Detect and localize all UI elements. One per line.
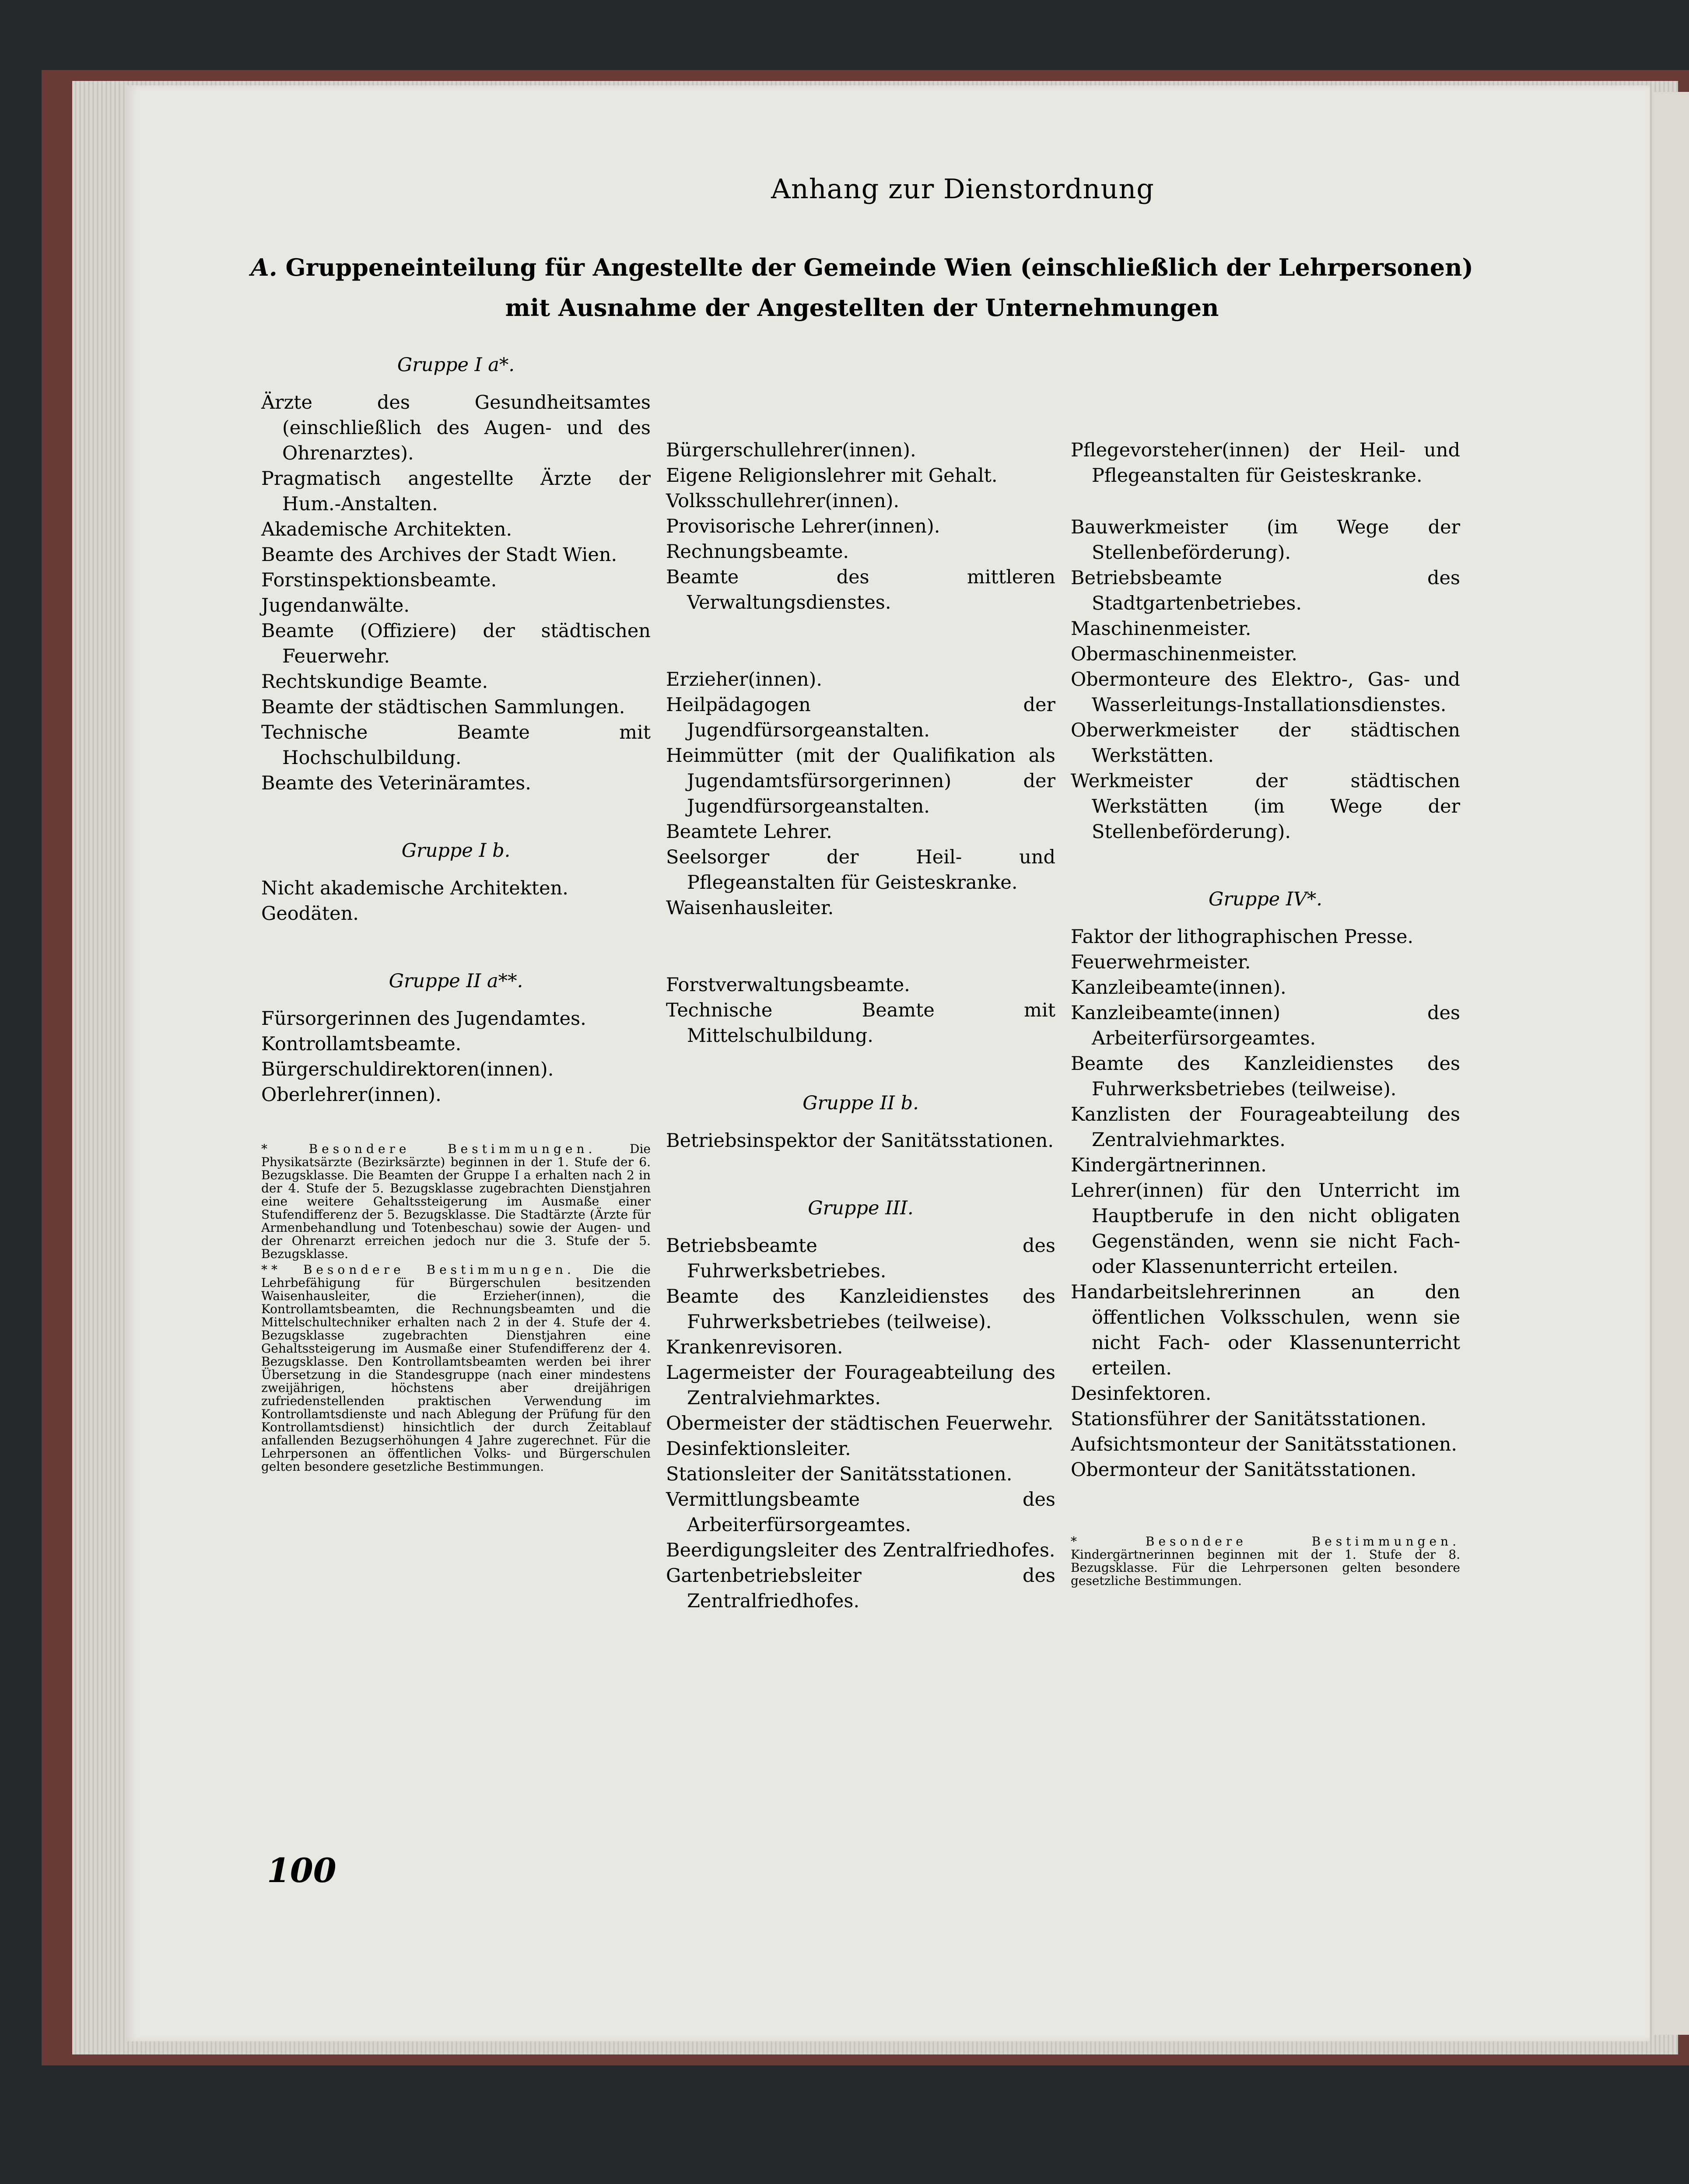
list-item: Geodäten. (261, 903, 359, 925)
list-item: Pragmatisch angestellte Ärzte der Hum.-Anstalten. (261, 468, 651, 515)
group-iv-list (1071, 924, 1460, 1483)
group-ib-title: Gruppe I b. (401, 840, 511, 862)
list-item: Stationsführer der Sanitätsstationen. (1071, 1408, 1426, 1430)
footnote-3-text: Kindergärtnerinnen beginnen mit der 1. Stufe der 8. Bezugsklasse. Für die Lehrpersonen gelten besondere gesetzliche Bestimmungen. (1071, 1547, 1460, 1588)
group-iia-block-3-list (666, 972, 1055, 1048)
group-iii-title: Gruppe III. (808, 1197, 914, 1219)
list-item: Obermonteur der Sanitätsstationen. (1071, 1459, 1417, 1481)
list-item: Oberlehrer(innen). (261, 1084, 442, 1106)
list-item: Stationsleiter der Sanitätsstationen. (666, 1463, 1013, 1485)
section-heading-line1: Gruppeneinteilung für Angestellte der Gemeinde Wien (einschließlich der Lehrpersonen) (285, 253, 1473, 281)
list-item: Vermittlungsbeamte des Arbeiterfürsorgeamtes. (666, 1489, 1055, 1536)
list-item: Bürgerschullehrer(innen). (666, 439, 916, 461)
list-item: Rechtskundige Beamte. (261, 671, 488, 693)
list-item: Desinfektionsleiter. (666, 1438, 851, 1460)
list-item: Oberwerkmeister der städtischen Werkstätten. (1071, 719, 1460, 767)
footnote-1-text: Die Physikatsärzte (Bezirksärzte) beginnen in der 1. Stufe der 6. Bezugsklasse. Die Beamten der Gruppe I a erhalten nach 2 in der 4. Stufe der 5. Bezugsklasse zugebrachten Dienstjahren eine weitere Gehaltssteigerung im Ausmaße einer Stufendifferenz der 5. Bezugsklasse. Die Stadtärzte (Ärzte für Armenbehandlung und Totenbeschau) sowie der Augen- und der Ohrenarzt erreichen jedoch nur die 3. Stufe der 5. Bezugsklasse. (261, 1142, 651, 1261)
column-2 (666, 438, 1055, 1614)
list-item: Beamte des mittleren Verwaltungsdienstes. (666, 566, 1055, 613)
list-item: Betriebsbeamte des Stadtgartenbetriebes. (1071, 567, 1460, 614)
list-item: Obermeister der städtischen Feuerwehr. (666, 1413, 1054, 1434)
list-item: Beamte (Offiziere) der städtischen Feuerwehr. (261, 620, 651, 667)
list-item: Krankenrevisoren. (666, 1336, 843, 1358)
list-item: Obermonteure des Elektro-, Gas- und Wasserleitungs-Installationsdienstes. (1071, 669, 1460, 716)
list-item: Kindergärtnerinnen. (1071, 1154, 1267, 1176)
group-iii-list (666, 1233, 1055, 1614)
list-item: Heimmütter (mit der Qualifikation als Jugendamtsfürsorgerinnen) der Jugendfürsorgeanstalten. (666, 745, 1055, 817)
column-1 (261, 352, 651, 1473)
list-item: Beerdigungsleiter des Zentralfriedhofes. (666, 1539, 1055, 1561)
list-item: Maschinenmeister. (1071, 618, 1251, 640)
list-item: Erzieher(innen). (666, 669, 822, 691)
group-iia-title: Gruppe II a**. (389, 970, 523, 992)
facing-page-edge (1654, 92, 1689, 2035)
list-item: Beamte der städtischen Sammlungen. (261, 696, 625, 718)
list-item: Akademische Architekten. (261, 519, 512, 540)
list-item: Lagermeister der Fourageabteilung des Zentralviehmarktes. (666, 1362, 1055, 1409)
list-item: Forstverwaltungsbeamte. (666, 974, 910, 996)
list-item: Nicht akademische Architekten. (261, 877, 568, 899)
page-number: 100 (267, 1851, 336, 1890)
list-item: Technische Beamte mit Hochschulbildung. (261, 722, 651, 769)
list-item: Aufsichtsmonteur der Sanitätsstationen. (1071, 1434, 1458, 1455)
group-ib-list (261, 876, 651, 926)
list-item: Ärzte des Gesundheitsamtes (einschließlich des Augen- und des Ohrenarztes). (261, 392, 651, 464)
list-item: Beamte des Kanzleidienstes des Fuhrwerksbetriebes (teilweise). (666, 1286, 1055, 1333)
list-item: Kanzleibeamte(innen) des Arbeiterfürsorgeamtes. (1071, 1002, 1460, 1049)
list-item: Feuerwehrmeister. (1071, 951, 1251, 973)
list-item: Pflegevorsteher(innen) der Heil- und Pflegeanstalten für Geisteskranke. (1071, 439, 1460, 487)
list-item: Desinfektoren. (1071, 1383, 1212, 1405)
footnote-3-label: * Besondere Bestimmungen. (1071, 1534, 1460, 1549)
list-item: Kanzlisten der Fourageabteilung des Zentralviehmarktes. (1071, 1104, 1460, 1151)
column-3 (1071, 438, 1460, 1588)
list-item: Beamtete Lehrer. (666, 821, 832, 843)
list-item: Beamte des Veterinäramtes. (261, 772, 531, 794)
footnote-2-text: Die die Lehrbefähigung für Bürgerschulen besitzenden Waisenhausleiter, die Erzieher(innen), die Kontrollamtsbeamten, die Rechnungsbeamten und die Mittelschultechniker erhalten nach 2 in der 4. Stufe der 4. Bezugsklasse zugebrachten Dienstjahren eine Gehaltssteigerung im Ausmaße einer Stufendifferenz der 4. Bezugsklasse. Den Kontrollamtsbeamten werden bei ihrer Übersetzung in die Standesgruppe (nach einer mindestens zweijährigen, höchstens aber dreijährigen zufriedenstellenden praktischen Verwendung im Kontrollamtsdienste und nach Ablegung der Prüfung für den Kontrollamtsdienst) hinsichtlich der durch Zeitablauf anfallenden Bezugserhöhungen 4 Jahre zugerechnet. Für die Lehrpersonen an öffentlichen Volks- und Bürgerschulen gelten besondere gesetzliche Bestimmungen. (261, 1262, 651, 1474)
group-ia-title: Gruppe I a*. (397, 354, 515, 376)
footnote-3 (1071, 1535, 1460, 1588)
group-iib-title: Gruppe II b. (802, 1092, 919, 1114)
list-item: Faktor der lithographischen Presse. (1071, 926, 1414, 948)
section-heading-line2: mit Ausnahme der Angestellten der Unternehmungen (505, 294, 1219, 322)
list-item: Seelsorger der Heil- und Pflegeanstalten für Geisteskranke. (666, 846, 1055, 894)
list-item: Bauwerkmeister (im Wege der Stellenbeförderung). (1071, 516, 1460, 564)
group-iv-title: Gruppe IV*. (1209, 888, 1322, 910)
list-item: Kontrollamtsbeamte. (261, 1033, 462, 1055)
section-heading (228, 247, 1496, 328)
list-item: Fürsorgerinnen des Jugendamtes. (261, 1008, 586, 1030)
list-item: Handarbeitslehrerinnen an den öffentlichen Volksschulen, wenn sie nicht Fach- oder Klassenunterricht erteilen. (1071, 1281, 1460, 1379)
list-item: Obermaschinenmeister. (1071, 643, 1297, 665)
footnote-1-label: * Besondere Bestimmungen. (261, 1142, 596, 1156)
list-item: Heilpädagogen der Jugendfürsorgeanstalten. (666, 694, 1055, 741)
group-iii-continued-list (1071, 438, 1460, 488)
group-iib-list (666, 1128, 1055, 1153)
list-item: Kanzleibeamte(innen). (1071, 977, 1286, 999)
list-item: Eigene Religionslehrer mit Gehalt. (666, 465, 998, 487)
list-item: Betriebsbeamte des Fuhrwerksbetriebes. (666, 1235, 1055, 1282)
group-iia-continued-list (666, 438, 1055, 615)
list-item: Forstinspektionsbeamte. (261, 569, 497, 591)
list-item: Provisorische Lehrer(innen). (666, 515, 940, 537)
list-item: Waisenhausleiter. (666, 897, 834, 919)
list-item: Gartenbetriebsleiter des Zentralfriedhofes. (666, 1565, 1055, 1612)
list-item: Technische Beamte mit Mittelschulbildung. (666, 999, 1055, 1047)
group-iii-block-2-list (1071, 515, 1460, 845)
list-item: Lehrer(innen) für den Unterricht im Hauptberufe in den nicht obligaten Gegenständen, wenn sie nicht Fach- oder Klassenunterricht erteilen. (1071, 1180, 1460, 1278)
group-ia-list (261, 390, 651, 796)
list-item: Jugendanwälte. (261, 595, 410, 617)
list-item: Rechnungsbeamte. (666, 541, 849, 563)
group-iia-block-2-list (666, 667, 1055, 921)
group-iia-list (261, 1006, 651, 1108)
list-item: Volksschullehrer(innen). (666, 490, 900, 512)
list-item: Werkmeister der städtischen Werkstätten (im Wege der Stellenbeförderung). (1071, 770, 1460, 843)
footnotes (261, 1143, 651, 1473)
list-item: Bürgerschuldirektoren(innen). (261, 1059, 554, 1080)
section-letter: A. (251, 253, 277, 281)
footnote-2-label: ** Besondere Bestimmungen. (261, 1262, 575, 1277)
page-title: Anhang zur Dienstordnung (771, 173, 1154, 205)
list-item: Beamte des Archives der Stadt Wien. (261, 544, 617, 566)
footnote-1 (261, 1143, 651, 1261)
list-item: Betriebsinspektor der Sanitätsstationen. (666, 1130, 1054, 1152)
list-item: Beamte des Kanzleidienstes des Fuhrwerksbetriebes (teilweise). (1071, 1053, 1460, 1100)
footnote-2 (261, 1263, 651, 1473)
